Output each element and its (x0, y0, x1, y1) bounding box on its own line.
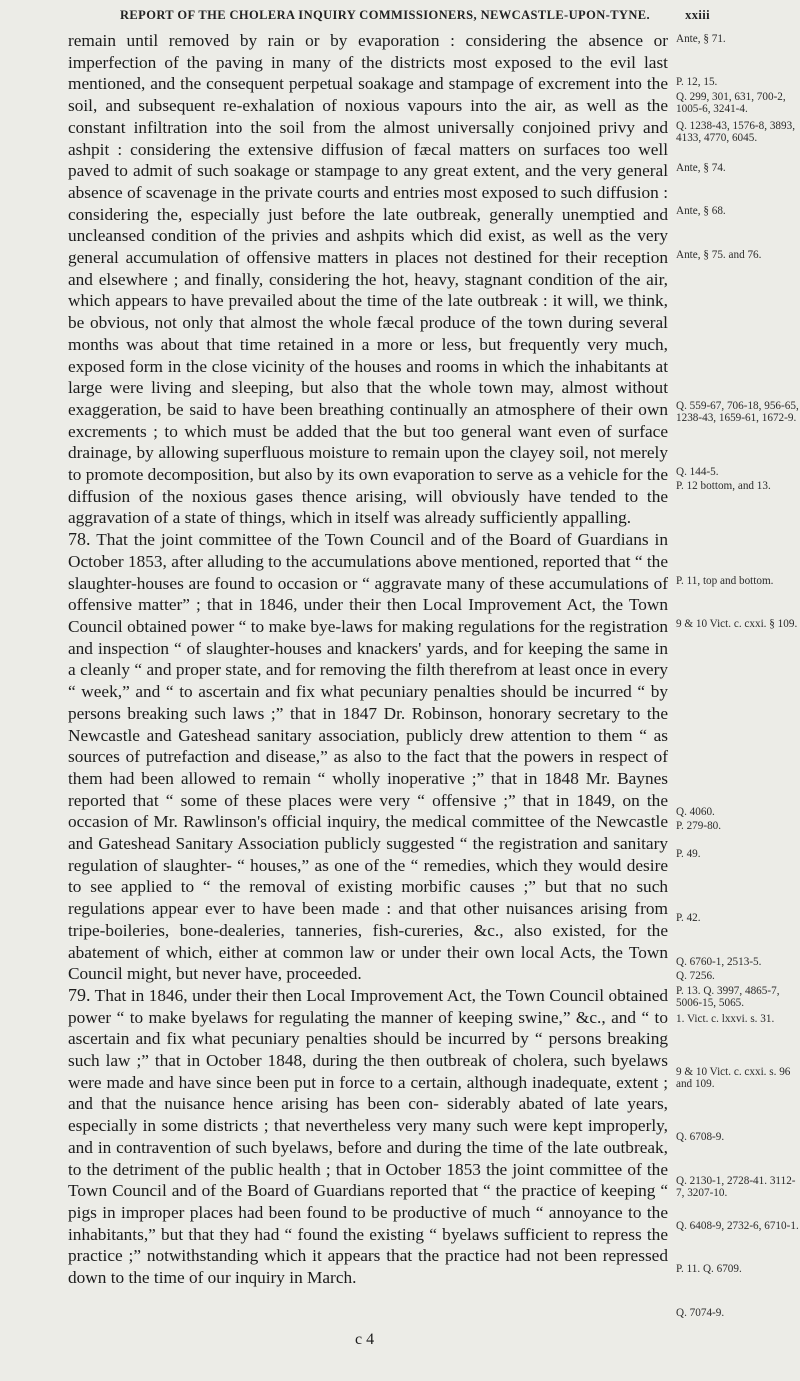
margin-note: P. 49. (676, 848, 701, 860)
main-text-column (68, 30, 668, 1289)
header-title: REPORT OF THE CHOLERA INQUIRY COMMISSIONERS, NEWCASTLE-UPON-TYNE. (120, 8, 651, 22)
paragraph-text: remain until removed by rain or by evaporation : considering the absence or imperfection of the paving in many of the districts most exposed to the evil last mentioned, and the consequent perpetual soakage and stampage of excrement into the soil, and subsequent re-exhalation of noxious vapours into the air, as well as the constant infiltration into the soil from the almost universally conjoined privy and ashpit : considering the extensive diffusion of fæcal matters on surfaces too well paved to admit of such soakage or stampage to any great extent, and the very general absence of scavenage in the private courts and entries most exposed to such diffusion : considering the, especially just before the late outbreak, generally unemptied and uncleansed condition of the privies and ashpits which did exist, as well as the very general accumulation of offensive matters in places not destined for their reception and elsewhere ; and finally, considering the hot, heavy, stagnant condition of the air, which appears to have prevailed about the time of the late outbreak : it will, we think, be obvious, not only that almost the whole fæcal produce of the town during several months was about that time retained in a more or less, but frequently very much, exposed form in the close vicinity of the houses and rooms in which the inhabitants at large were living and sleeping, but also that the whole town may, almost without exaggeration, be said to have been breathing continually an atmosphere of their own excrements ; to which must be added that the but too general want even of surface drainage, by allowing superfluous moisture to remain upon the clayey soil, not merely to promote decomposition, but also by its own evaporation to serve as a vehicle for the diffusion of the noxious gases thence arising, will obviously have tended to the aggravation of a state of things, which in itself was already sufficiently appalling. (68, 31, 668, 528)
margin-note: 1. Vict. c. lxxvi. s. 31. (676, 1013, 775, 1025)
header-page-numeral: xxiii (685, 8, 710, 22)
margin-note: P. 42. (676, 912, 701, 924)
margin-note: Q. 7256. (676, 970, 715, 982)
paragraph-number: 79. (68, 984, 91, 1005)
paragraph-78 (68, 529, 668, 985)
margin-note: P. 12 bottom, and 13. (676, 480, 771, 492)
margin-note: Ante, § 68. (676, 205, 726, 217)
paragraph-text: That in 1846, under their then Local Improvement Act, the Town Council obtained power “ to make byelaws for regulating the manner of keeping swine,” &c., and “ to ascertain and fix what pecuniary penalties should be incurred by “ persons breaking such law ;” that in October 1848, during the then outbreak of cholera, such byelaws were made and have since been put in force to a certain, although inadequate, extent ; and that the nuisance hence arising has been con- siderably abated of late years, especially in some districts ; that nevertheless very many such were kept improperly, and in contravention of such byelaws, before and during the time of the late outbreak, to the detriment of the public health ; that in October 1853 the joint committee of the Town Council and of the Board of Guardians reported that “ the practice of keeping “ pigs in improper places had been found to be productive of much “ annoyance to the inhabitants,” but that they had “ found the existing “ byelaws sufficient to repress the practice ;” notwithstanding which it appears that the practice had not been repressed down to the time of our inquiry in March. (68, 985, 668, 1288)
paragraph-79 (68, 985, 668, 1289)
margin-note: P. 11. Q. 6709. (676, 1263, 742, 1275)
margin-note: P. 11, top and bottom. (676, 575, 774, 587)
margin-note: Q. 299, 301, 631, 700-2, 1005-6, 3241-4. (676, 91, 786, 115)
margin-note: Q. 4060. (676, 806, 715, 818)
signature-mark: c 4 (355, 1331, 375, 1348)
margin-note: Q. 1238-43, 1576-8, 3893, 4133, 4770, 6045. (676, 120, 796, 144)
margin-note: 9 & 10 Vict. c. cxxi. s. 96 and 109. (676, 1066, 791, 1090)
margin-note: Q. 6408-9, 2732-6, 6710-1. (676, 1220, 799, 1232)
margin-note: Q. 144-5. (676, 466, 719, 478)
margin-note: Q. 7074-9. (676, 1307, 725, 1319)
margin-note: Ante, § 74. (676, 162, 726, 174)
margin-note: Q. 6708-9. (676, 1131, 725, 1143)
margin-note: 9 & 10 Vict. c. cxxi. § 109. (676, 618, 798, 630)
margin-note: P. 279-80. (676, 820, 722, 832)
margin-note: P. 13. Q. 3997, 4865-7, 5006-15, 5065. (676, 985, 780, 1009)
running-header (120, 8, 710, 23)
margin-note: Ante, § 75. and 76. (676, 249, 762, 261)
margin-note: Q. 2130-1, 2728-41. 3112-7, 3207-10. (676, 1175, 796, 1199)
margin-note: Ante, § 71. (676, 33, 726, 45)
paragraph-text: That the joint committee of the Town Council and of the Board of Guardians in October 1853, after alluding to the accumulations above mentioned, reported that “ the slaughter-houses are found to occasion or “ aggravate many of these accumulations of offensive matter” ; that in 1846, under their then Local Improvement Act, the Town Council obtained power “ to make bye-laws for making regulations for the registration and inspection “ of slaughter-houses and knackers' yards, and for keeping the same in a cleanly “ and proper state, and for removing the filth therefrom at least once in every “ week,” and “ to ascertain and fix what pecuniary penalties should be incurred “ by persons breaking such laws ;” that in 1847 Dr. Robinson, honorary secretary to the Newcastle and Gateshead sanitary association, publicly drew attention to them “ as sources of putrefaction and disease,” as also to the fact that the powers in respect of them had been allowed to remain “ wholly inoperative ;” that in 1848 Mr. Baynes reported that “ some of these places were very “ offensive ;” that in 1849, on the occasion of Mr. Rawlinson's official inquiry, the medical committee of the Newcastle and Gateshead Sanitary Association publicly suggested “ the registration and sanitary regulation of slaughter- “ houses,” as one of the “ remedies, which they would desire to see applied to “ the removal of existing morbific causes ;” but that no such regulations appear ever to have been made : and that other nuisances arising from tripe-boileries, bone-dealeries, tanneries, fish-cureries, &c., also existed, for the abatement of which, either at common law or under their own local Acts, the Town Council might, but never have, proceeded. (68, 530, 669, 984)
margin-note: Q. 6760-1, 2513-5. (676, 956, 762, 968)
margin-note: P. 12, 15. (676, 76, 718, 88)
paragraph-continuation (68, 30, 668, 529)
paragraph-number: 78. (68, 529, 91, 550)
margin-note: Q. 559-67, 706-18, 956-65, 1238-43, 1659-61, 1672-9. (676, 400, 799, 424)
